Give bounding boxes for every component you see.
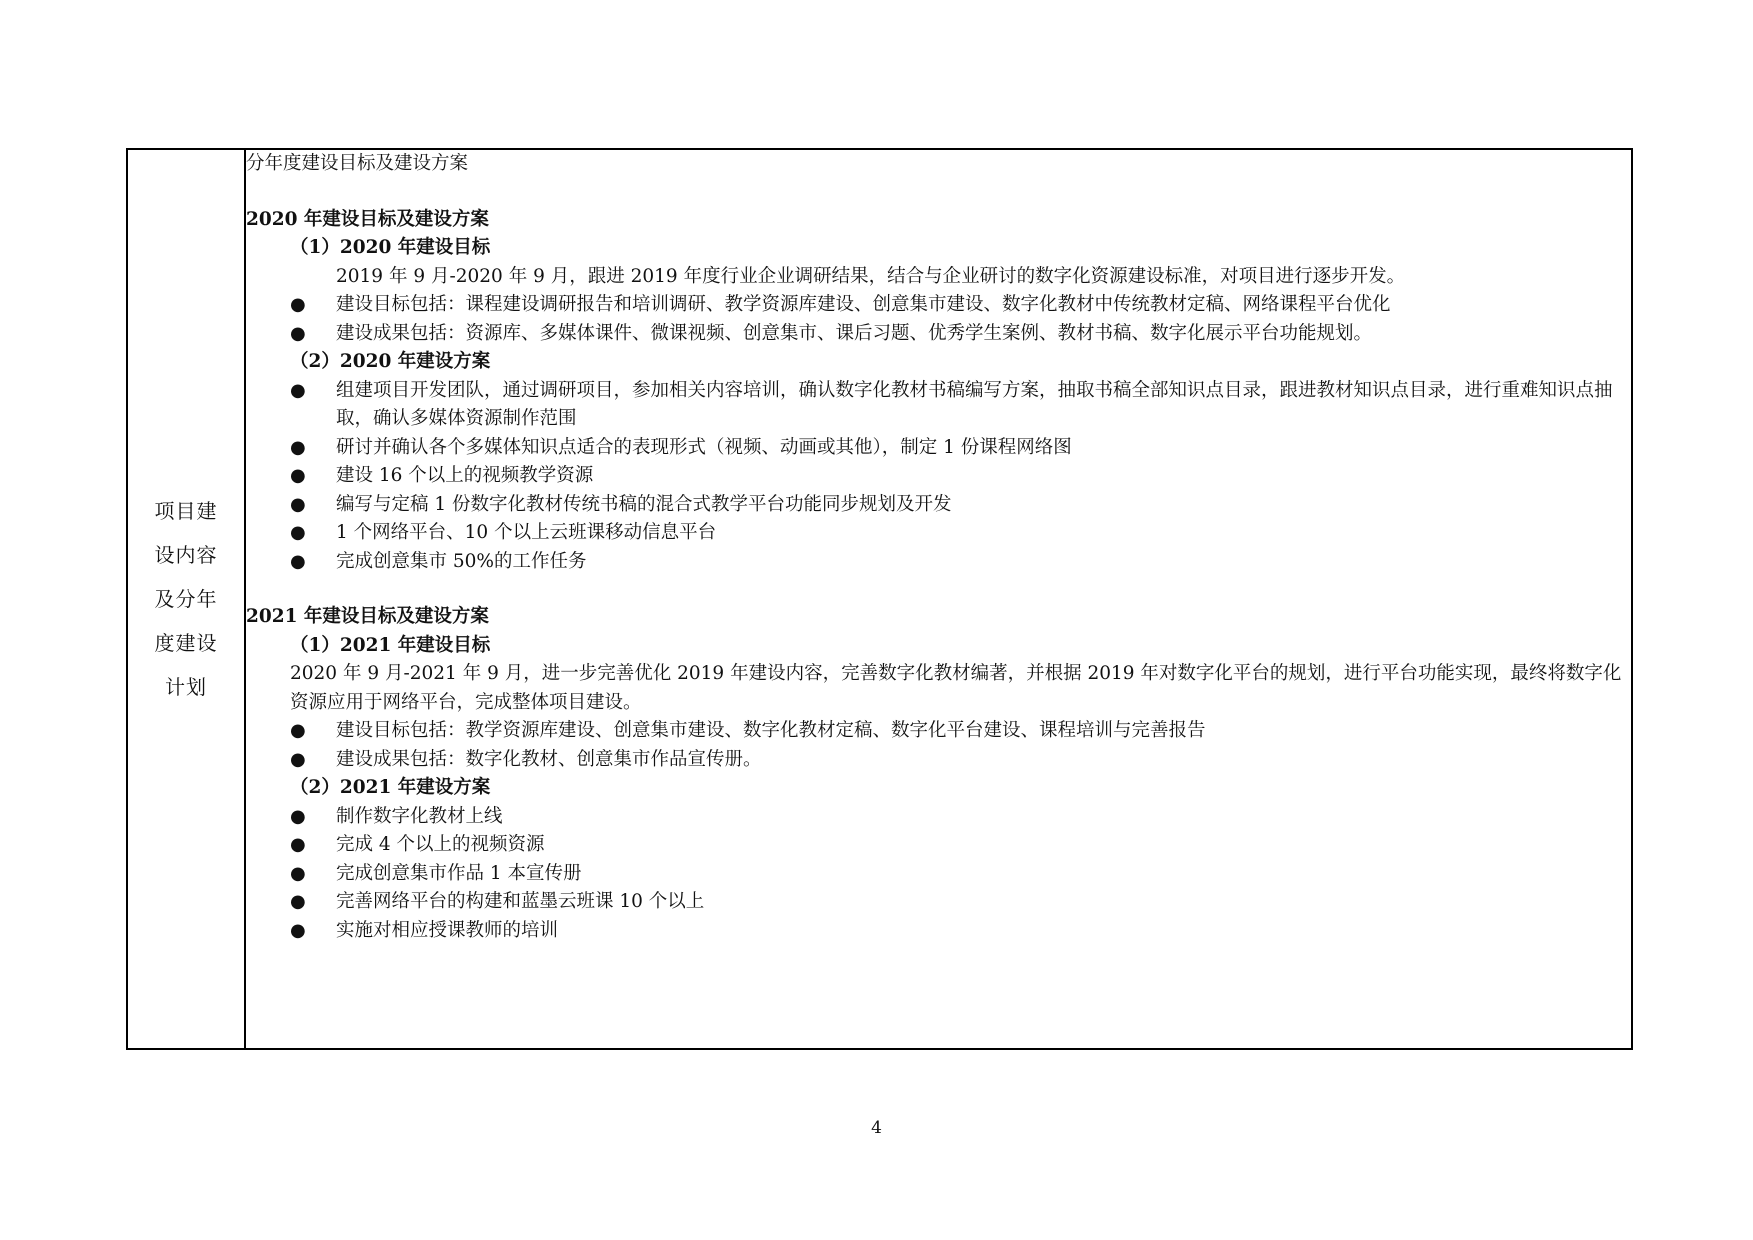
list-item-text: 实施对相应授课教师的培训: [336, 919, 559, 941]
bullet-icon: ●: [290, 550, 306, 572]
goal-heading-2020: （1）2020 年建设目标: [290, 237, 491, 258]
list-item-text: 制作数字化教材上线: [336, 805, 503, 827]
list-item-text: 建设目标包括：课程建设调研报告和培训调研、教学资源库建设、创意集市建设、数字化教材中传统教材定稿、网络课程平台优化: [336, 294, 1391, 315]
bullet-icon: ●: [290, 522, 306, 543]
list-item: [246, 831, 1631, 860]
list-item-text: 建设成果包括：资源库、多媒体课件、微课视频、创意集市、课后习题、优秀学生案例、教材书稿、数字化展示平台功能规划。: [336, 322, 1373, 344]
bullet-icon: ●: [290, 294, 306, 315]
list-item-text: 编写与定稿 1 份数字化教材传统书稿的混合式教学平台功能同步规划及开发: [336, 493, 952, 515]
list-item: [246, 377, 1631, 434]
row-label-line: 度建设: [154, 631, 218, 655]
list-item-text: 完善网络平台的构建和蓝墨云班课 10 个以上: [336, 891, 705, 912]
list-item: [246, 291, 1631, 320]
bullet-icon: ●: [290, 379, 306, 401]
plan-heading-2020: （2）2020 年建设方案: [290, 351, 491, 372]
row-label-line: 计划: [165, 675, 207, 699]
year-heading-2020: 2020 年建设目标及建设方案: [246, 208, 489, 230]
goal-paragraph-2021: 2020 年 9 月-2021 年 9 月，进一步完善优化 2019 年建设内容，完善数字化教材编著，并根据 2019 年对数字化平台的规划，进行平台功能实现，最终将数字化资源应用于网络平台，完成整体项目建设。: [290, 663, 1622, 713]
list-item-text: 建设目标包括：教学资源库建设、创意集市建设、数字化教材定稿、数字化平台建设、课程培训与完善报告: [336, 720, 1206, 741]
bullet-icon: ●: [290, 862, 306, 884]
list-item: [246, 746, 1631, 775]
bullet-icon: ●: [290, 919, 306, 941]
page-number: 4: [871, 1118, 882, 1138]
list-item: [246, 917, 1631, 946]
bullet-icon: ●: [290, 891, 306, 912]
list-item-text: 建设 16 个以上的视频教学资源: [336, 465, 594, 486]
list-item: [246, 519, 1631, 548]
row-label-line: 设内容: [154, 543, 218, 567]
plan-heading-2021: （2）2021 年建设方案: [290, 777, 491, 798]
year-heading-2021: 2021 年建设目标及建设方案: [246, 606, 489, 627]
bullet-icon: ●: [290, 493, 306, 515]
row-label-line: 及分年: [154, 587, 218, 611]
goal-heading-2021: （1）2021 年建设目标: [290, 634, 491, 656]
bullet-icon: ●: [290, 834, 306, 855]
bullet-icon: ●: [290, 748, 306, 770]
list-item: [246, 462, 1631, 491]
row-label-line: 项目建: [154, 499, 218, 523]
bullet-icon: ●: [290, 322, 306, 344]
list-item-text: 1 个网络平台、10 个以上云班课移动信息平台: [336, 522, 717, 543]
bullet-icon: ●: [290, 465, 306, 486]
bullet-icon: ●: [290, 436, 306, 458]
list-item-text: 完成创意集市作品 1 本宣传册: [336, 862, 582, 884]
row-label-cell: [127, 149, 245, 1049]
bullet-icon: ●: [290, 720, 306, 741]
list-item: [246, 548, 1631, 577]
list-item-text: 完成创意集市 50%的工作任务: [336, 550, 587, 572]
content-cell: [245, 149, 1632, 1049]
list-item: [246, 860, 1631, 889]
list-item-text: 研讨并确认各个多媒体知识点适合的表现形式（视频、动画或其他），制定 1 份课程网络图: [336, 436, 1072, 458]
list-item: [246, 491, 1631, 520]
section-spacer: [246, 576, 1631, 603]
list-item-text: 完成 4 个以上的视频资源: [336, 834, 545, 855]
list-item: [246, 717, 1631, 746]
bullet-icon: ●: [290, 805, 306, 827]
list-item: [246, 803, 1631, 832]
list-item: [246, 434, 1631, 463]
list-item-text: 建设成果包括：数字化教材、创意集市作品宣传册。: [336, 748, 762, 770]
table-row: [127, 149, 1632, 1049]
plan-table: [126, 148, 1633, 1050]
section-intro: 分年度建设目标及建设方案: [246, 153, 469, 174]
list-item: [246, 888, 1631, 917]
list-item-text: 组建项目开发团队，通过调研项目，参加相关内容培训，确认数字化教材书稿编写方案，抽取书稿全部知识点目录，跟进教材知识点目录，进行重难知识点抽取，确认多媒体资源制作范围: [336, 379, 1613, 429]
list-item: [246, 320, 1631, 349]
goal-paragraph-2020: 2019 年 9 月-2020 年 9 月，跟进 2019 年度行业企业调研结果，结合与企业研讨的数字化资源建设标准，对项目进行逐步开发。: [336, 265, 1406, 287]
